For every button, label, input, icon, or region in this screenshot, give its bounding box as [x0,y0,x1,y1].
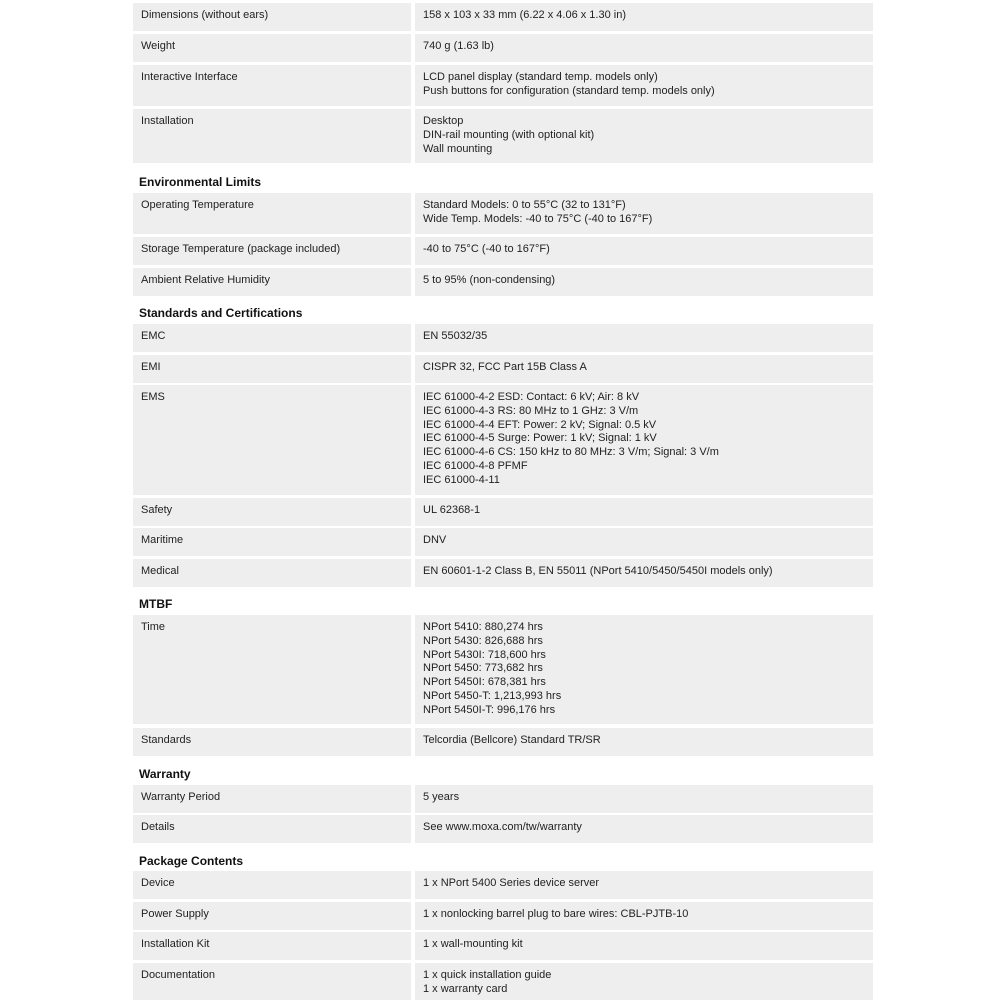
spec-value-line: Wide Temp. Models: -40 to 75°C (-40 to 167°F) [423,212,653,225]
spec-label: Installation [133,109,411,163]
spec-row-documentation [133,963,873,1000]
spec-row-emi [133,355,873,383]
spec-row-ems [133,385,873,495]
spec-value [415,785,873,813]
spec-value-line: IEC 61000-4-4 EFT: Power: 2 kV; Signal: 0.5 kV [423,418,657,431]
spec-value [415,237,873,265]
spec-value-line: See www.moxa.com/tw/warranty [423,821,582,833]
spec-value-line: Standard Models: 0 to 55°C (32 to 131°F) [423,199,626,211]
spec-value-line: Desktop [423,115,464,127]
spec-value [415,3,873,31]
spec-value-line: IEC 61000-4-11 [423,473,500,486]
spec-value-line: 1 x nonlocking barrel plug to bare wires: CBL-PJTB-10 [423,908,689,920]
spec-label: Details [133,815,411,843]
section-title: Warranty [139,767,191,781]
spec-value-line: IEC 61000-4-6 CS: 150 kHz to 80 MHz: 3 V/m; Signal: 3 V/m [423,446,719,459]
spec-row-dimensions-without-ears [133,3,873,31]
spec-row-safety [133,498,873,526]
spec-value-line: CISPR 32, FCC Part 15B Class A [423,361,587,373]
spec-label: Warranty Period [133,785,411,813]
spec-value [415,902,873,930]
spec-row-interactive-interface [133,65,873,106]
spec-row-ambient-relative-humidity [133,268,873,296]
spec-label: Interactive Interface [133,65,411,106]
spec-value-line: 1 x quick installation guide [423,969,552,981]
spec-row-emc [133,324,873,352]
spec-value-line: EN 60601-1-2 Class B, EN 55011 (NPort 5410/5450/5450I models only) [423,565,773,577]
spec-value-line: 1 x warranty card [423,982,508,995]
spec-row-installation [133,109,873,163]
spec-label: Device [133,871,411,899]
spec-value-line: 1 x wall-mounting kit [423,938,523,950]
section-heading-environmental-limits [133,175,873,191]
spec-value-line: 5 years [423,791,460,803]
spec-value [415,871,873,899]
section-title: MTBF [139,597,173,611]
spec-row-power-supply [133,902,873,930]
spec-label: Dimensions (without ears) [133,3,411,31]
spec-row-device [133,871,873,899]
spec-value-line: EN 55032/35 [423,330,488,342]
section-title: Environmental Limits [139,175,262,189]
spec-value [415,963,873,1000]
spec-value-line: 5 to 95% (non-condensing) [423,274,556,286]
spec-label: EMC [133,324,411,352]
spec-value [415,355,873,383]
spec-value [415,268,873,296]
spec-value-line: Push buttons for configuration (standard temp. models only) [423,84,715,97]
section-heading-warranty [133,767,873,783]
spec-value [415,34,873,62]
spec-label: Weight [133,34,411,62]
spec-label: EMS [133,385,411,495]
spec-label: Safety [133,498,411,526]
spec-value-line: NPort 5450I: 678,381 hrs [423,676,546,689]
spec-value-line: IEC 61000-4-2 ESD: Contact: 6 kV; Air: 8 kV [423,391,640,403]
spec-value-line: IEC 61000-4-5 Surge: Power: 1 kV; Signal: 1 kV [423,432,657,445]
spec-value [415,498,873,526]
spec-value [415,385,873,495]
spec-value [415,615,873,724]
spec-row-medical [133,559,873,587]
spec-row-details [133,815,873,843]
spec-row-storage-temperature-package-included [133,237,873,265]
spec-label: Power Supply [133,902,411,930]
section-heading-standards-and-certifications [133,306,873,322]
spec-value [415,109,873,163]
section-title: Package Contents [139,854,244,868]
spec-value-line: 158 x 103 x 33 mm (6.22 x 4.06 x 1.30 in) [423,9,627,21]
spec-value-line: NPort 5430I: 718,600 hrs [423,648,546,661]
spec-row-installation-kit [133,932,873,960]
spec-value [415,324,873,352]
spec-row-maritime [133,528,873,556]
spec-value [415,932,873,960]
spec-value-line: UL 62368-1 [423,504,481,516]
spec-label: Documentation [133,963,411,1000]
spec-value-line: NPort 5450: 773,682 hrs [423,662,543,675]
spec-label: Ambient Relative Humidity [133,268,411,296]
spec-value [415,193,873,234]
spec-value [415,728,873,756]
spec-label: Time [133,615,411,724]
spec-value [415,559,873,587]
spec-label: Medical [133,559,411,587]
spec-row-weight [133,34,873,62]
section-heading-package-contents [133,854,873,870]
spec-row-warranty-period [133,785,873,813]
spec-label: Installation Kit [133,932,411,960]
spec-value-line: NPort 5450-T: 1,213,993 hrs [423,689,562,702]
spec-row-standards [133,728,873,756]
section-heading-mtbf [133,597,873,613]
spec-label: Maritime [133,528,411,556]
spec-value-line: NPort 5450I-T: 996,176 hrs [423,703,556,716]
spec-label: EMI [133,355,411,383]
spec-value-line: NPort 5430: 826,688 hrs [423,634,543,647]
section-title: Standards and Certifications [139,306,303,320]
spec-value-line: 1 x NPort 5400 Series device server [423,877,600,889]
spec-value-line: NPort 5410: 880,274 hrs [423,621,543,633]
spec-label: Operating Temperature [133,193,411,234]
spec-value-line: Telcordia (Bellcore) Standard TR/SR [423,734,601,746]
spec-value-line: IEC 61000-4-8 PFMF [423,459,528,472]
spec-value-line: IEC 61000-4-3 RS: 80 MHz to 1 GHz: 3 V/m [423,404,639,417]
spec-value-line: -40 to 75°C (-40 to 167°F) [423,243,550,255]
spec-row-operating-temperature [133,193,873,234]
spec-value [415,815,873,843]
spec-value-line: DIN-rail mounting (with optional kit) [423,128,595,141]
spec-label: Standards [133,728,411,756]
spec-value-line: DNV [423,534,447,546]
spec-value [415,528,873,556]
spec-label: Storage Temperature (package included) [133,237,411,265]
spec-value-line: LCD panel display (standard temp. models only) [423,71,658,83]
spec-value-line: 740 g (1.63 lb) [423,40,494,52]
spec-row-time [133,615,873,724]
spec-value-line: Wall mounting [423,142,493,155]
spec-value [415,65,873,106]
